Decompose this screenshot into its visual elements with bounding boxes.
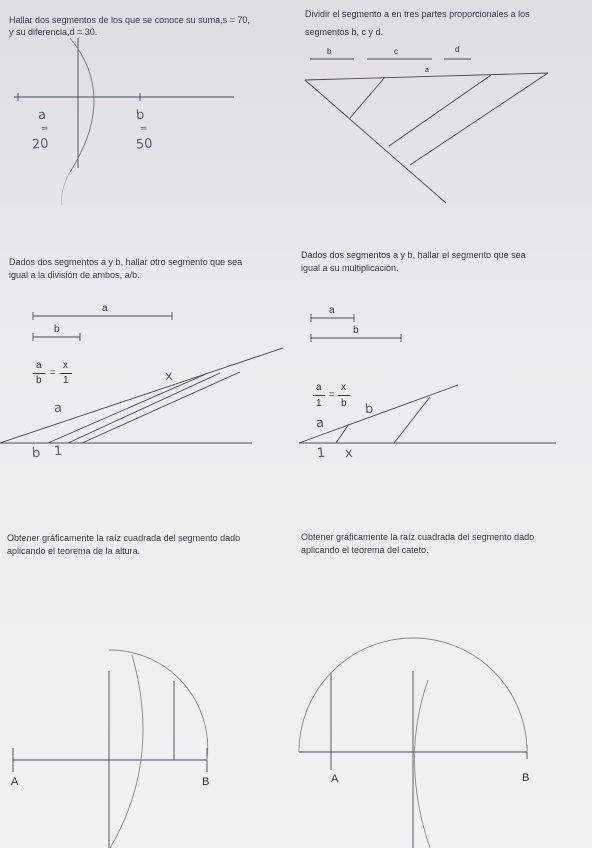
p4-formula-n1: a <box>316 382 322 393</box>
p5-point-b: B <box>202 776 210 788</box>
p3-formula-n2: x <box>63 360 68 371</box>
p3-hand-a: a <box>53 400 63 417</box>
p3-hand-x: x <box>164 368 174 385</box>
problem-6-construction <box>299 638 530 848</box>
problem-4-text-line1: Dados dos segmentos a y b, hallar el segmento que sea <box>301 250 526 260</box>
p1-hand-b: b <box>135 107 145 124</box>
p3-formula-n1: a <box>36 360 42 371</box>
problem-3-construction <box>0 312 283 443</box>
problem-5-text-line1: Obtener gráficamente la raíz cuadrada del segmento dado <box>7 533 241 543</box>
p3-hand-1: 1 <box>53 443 63 460</box>
p1-hand-20: 20 <box>31 136 50 153</box>
p3-formula-eq: = <box>50 367 56 377</box>
problem-5-construction <box>13 650 208 848</box>
problem-6-text-line2: aplicando el teorema del cateto. <box>301 545 429 555</box>
problem-1-construction <box>14 38 234 205</box>
problem-2-text-line1: Dividir el segmento a en tres partes proporcionales a los <box>305 9 530 19</box>
p4-label-a: a <box>329 305 335 316</box>
p3-label-b: b <box>54 324 60 335</box>
p1-hand-eq1: = <box>40 123 49 135</box>
p1-hand-eq2: = <box>139 123 148 135</box>
p4-hand-1: 1 <box>316 445 326 462</box>
problem-2-construction <box>305 59 548 203</box>
p4-hand-b: b <box>364 401 374 418</box>
problem-4-construction <box>299 314 556 443</box>
p2-label-a: a <box>425 67 429 74</box>
p1-hand-a: a <box>37 107 47 124</box>
p2-label-d: d <box>455 45 460 54</box>
p4-fraction-bar-1 <box>313 395 325 396</box>
p5-point-a: A <box>11 776 19 788</box>
problem-1-text-line2: y su diferencia,d = 30. <box>9 27 98 37</box>
problem-1-text-line1: Hallar dos segmentos de los que se conoce su suma,s = 70, <box>9 15 250 25</box>
problem-5-text-line2: aplicando el teorema de la altura. <box>7 546 141 556</box>
problem-2-text-line2: segmentos b, c y d. <box>305 27 384 37</box>
p3-fraction-bar-2 <box>60 373 72 374</box>
p3-hand-b: b <box>31 445 41 462</box>
p4-fraction-bar-2 <box>338 395 350 396</box>
p4-formula-eq: = <box>329 389 335 399</box>
problem-6-text-line1: Obtener gráficamente la raíz cuadrada del segmento dado <box>301 532 535 542</box>
p3-formula-d1: b <box>36 375 42 386</box>
problem-3-text-line2: igual a la división de ambos, a/b. <box>9 270 140 280</box>
p1-hand-50: 50 <box>135 136 154 153</box>
problem-3-text-line1: Dados dos segmentos a y b, hallar otro segmento que sea <box>9 257 243 267</box>
p4-formula-d2: b <box>341 398 347 409</box>
p4-formula-n2: x <box>341 382 346 393</box>
p3-fraction-bar-1 <box>33 373 45 374</box>
p3-formula-d2: 1 <box>63 375 69 386</box>
problem-4-text-line2: igual a su multiplicación. <box>301 263 399 273</box>
p4-hand-a: a <box>315 415 325 432</box>
p2-label-b: b <box>327 47 332 56</box>
p4-hand-x: x <box>344 445 354 462</box>
p4-formula-d1: 1 <box>316 398 322 409</box>
p2-label-c: c <box>394 47 398 56</box>
p6-point-a: A <box>331 773 339 785</box>
p6-point-b: B <box>522 772 530 784</box>
p3-label-a: a <box>102 303 108 314</box>
p4-label-b: b <box>353 325 359 336</box>
